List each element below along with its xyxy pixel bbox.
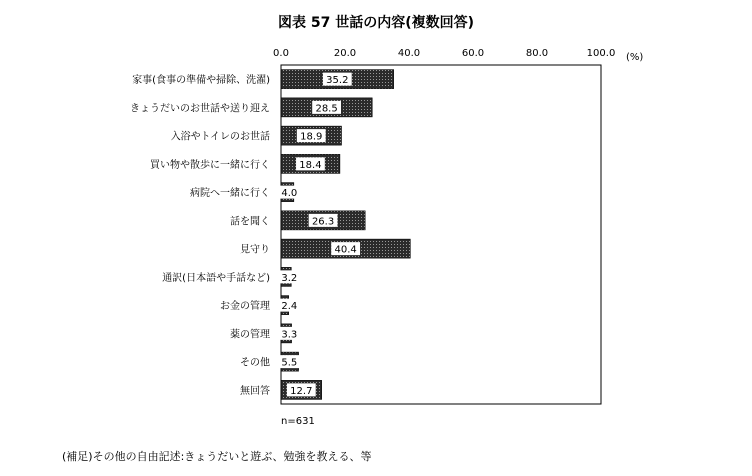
value-label: 12.7 xyxy=(290,385,313,397)
value-label: 2.4 xyxy=(281,301,298,313)
footnote: (補足)その他の自由記述:きょうだいと遊ぶ、勉強を教える、等 xyxy=(62,450,372,463)
value-label: 4.0 xyxy=(281,188,298,200)
chart-title: 図表 57 世話の内容(複数回答) xyxy=(277,15,475,31)
n-label: n=631 xyxy=(281,416,315,427)
category-label: 家事(食事の準備や掃除、洗濯) xyxy=(132,75,270,87)
category-label: きょうだいのお世話や送り迎え xyxy=(130,103,270,115)
value-label: 3.2 xyxy=(281,272,298,284)
value-label: 28.5 xyxy=(315,103,338,115)
category-label: 病院へ一緒に行く xyxy=(190,188,270,200)
value-label: 18.9 xyxy=(300,131,323,143)
category-label: 見守り xyxy=(240,244,270,256)
category-label: 話を聞く xyxy=(230,216,270,228)
category-label: 薬の管理 xyxy=(230,329,270,341)
x-tick-label: 80.0 xyxy=(525,48,549,59)
x-tick-label: 0.0 xyxy=(273,48,289,59)
category-label: 無回答 xyxy=(240,385,270,397)
x-tick-label: 100.0 xyxy=(586,48,616,59)
category-label: その他 xyxy=(240,357,270,369)
value-label: 40.4 xyxy=(334,244,357,256)
value-label: 5.5 xyxy=(281,357,298,369)
value-label: 3.3 xyxy=(281,329,298,341)
category-label: 買い物や散歩に一緒に行く xyxy=(150,159,270,171)
x-axis-ticks xyxy=(273,48,615,59)
value-label: 35.2 xyxy=(326,75,349,87)
unit-label: (%) xyxy=(626,52,644,63)
x-tick-label: 60.0 xyxy=(461,48,485,59)
value-label: 18.4 xyxy=(299,159,322,171)
value-label: 26.3 xyxy=(311,216,335,228)
category-label: 入浴やトイレのお世話 xyxy=(170,131,270,143)
x-tick-label: 40.0 xyxy=(397,48,421,59)
bars xyxy=(130,70,410,400)
category-label: 通訳(日本語や手話など) xyxy=(162,272,270,284)
x-tick-label: 20.0 xyxy=(333,48,357,59)
category-label: お金の管理 xyxy=(220,301,270,313)
